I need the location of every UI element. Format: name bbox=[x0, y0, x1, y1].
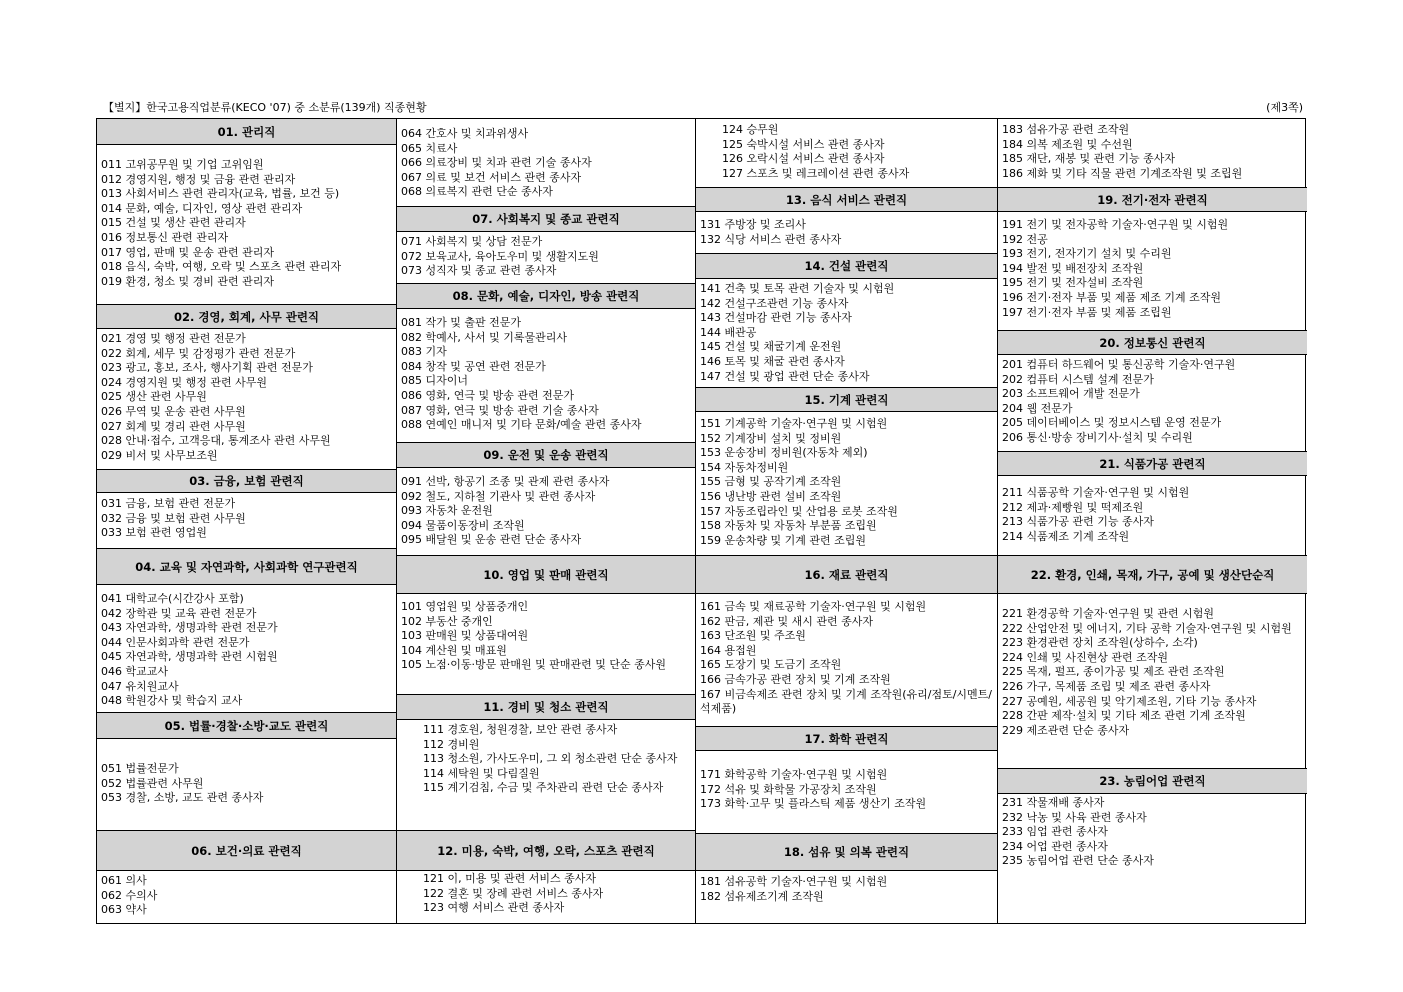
category-body bbox=[696, 871, 997, 925]
occupation-item: 146 토목 및 채굴 관련 종사자 bbox=[700, 355, 845, 368]
occupation-item: 066 의료장비 및 치과 관련 기술 종사자 bbox=[401, 156, 592, 170]
category-header: 11. 경비 및 청소 관련직 bbox=[397, 694, 695, 720]
occupation-item: 232 낙농 및 사육 관련 종사자 bbox=[1002, 810, 1147, 824]
category-header: 01. 관리직 bbox=[97, 119, 396, 145]
category-body bbox=[97, 493, 396, 548]
occupation-item: 095 배달원 및 운송 관련 단순 종사자 bbox=[401, 533, 582, 547]
category-body bbox=[97, 871, 396, 925]
occupation-item: 221 환경공학 기술자·연구원 및 관련 시험원 bbox=[1002, 607, 1214, 620]
category-body bbox=[97, 585, 396, 712]
occupation-item: 229 제조관련 단순 종사자 bbox=[1002, 723, 1130, 737]
occupation-item: 205 데이터베이스 및 정보시스템 운영 전문가 bbox=[1002, 416, 1222, 430]
occupation-item: 191 전기 및 전자공학 기술자·연구원 및 시험원 bbox=[1002, 218, 1229, 231]
category-body bbox=[397, 309, 695, 442]
occupation-item: 224 인쇄 및 사진현상 관련 조작원 bbox=[1002, 650, 1168, 664]
occupation-item: 225 목재, 펄프, 종이가공 및 제조 관련 조작원 bbox=[1002, 665, 1225, 679]
occupation-item: 202 컴퓨터 시스템 설계 전문가 bbox=[1002, 372, 1154, 386]
occupation-table bbox=[96, 118, 1306, 924]
category-body bbox=[998, 794, 1307, 925]
occupation-item: 142 건설구조관련 기능 종사자 bbox=[700, 296, 849, 310]
occupation-item: 021 경영 및 행정 관련 전문가 bbox=[101, 332, 246, 345]
occupation-item: 196 전기·전자 부품 및 제품 제조 기계 조작원 bbox=[1002, 291, 1221, 304]
occupation-item: 195 전기 및 전자설비 조작원 bbox=[1002, 276, 1144, 290]
occupation-item: 162 판금, 제관 및 새시 관련 종사자 bbox=[700, 614, 873, 628]
occupation-item: 171 화학공학 기술자·연구원 및 시험원 bbox=[700, 768, 888, 781]
category-header: 18. 섬유 및 의복 관련직 bbox=[696, 833, 997, 871]
category-header: 08. 문화, 예술, 디자인, 방송 관련직 bbox=[397, 283, 695, 309]
category-body bbox=[397, 594, 695, 694]
occupation-item: 114 세탁원 및 다림질원 bbox=[423, 766, 540, 780]
occupation-item: 233 임업 관련 종사자 bbox=[1002, 825, 1108, 839]
occupation-item: 231 작물재배 종사자 bbox=[1002, 796, 1105, 809]
category-header: 23. 농림어업 관련직 bbox=[998, 768, 1307, 794]
occupation-item: 211 식품공학 기술자·연구원 및 시험원 bbox=[1002, 486, 1190, 499]
occupation-item: 087 영화, 연극 및 방송 관련 기술 종사자 bbox=[401, 403, 599, 417]
document-title: 【별지】한국고용직업분류(KECO '07) 중 소분류(139개) 직종현황 bbox=[103, 101, 427, 114]
category-body bbox=[696, 119, 997, 187]
category-header: 22. 환경, 인쇄, 목재, 가구, 공예 및 생산단순직 bbox=[998, 555, 1307, 594]
occupation-item: 167 비금속제조 관련 장치 및 기계 조작원(유리/점토/시멘트/석제품) bbox=[700, 687, 992, 716]
category-body bbox=[397, 468, 695, 555]
category-header: 02. 경영, 회계, 사무 관련직 bbox=[97, 304, 396, 329]
occupation-item: 194 발전 및 배전장치 조작원 bbox=[1002, 261, 1144, 275]
table-column bbox=[998, 119, 1307, 923]
occupation-item: 222 산업안전 및 에너지, 기타 공학 기술자·연구원 및 시험원 bbox=[1002, 621, 1292, 635]
occupation-item: 053 경찰, 소방, 교도 관련 종사자 bbox=[101, 791, 264, 805]
occupation-item: 165 도장기 및 도금기 조작원 bbox=[700, 658, 842, 672]
occupation-item: 083 기자 bbox=[401, 345, 447, 359]
occupation-item: 073 성직자 및 종교 관련 종사자 bbox=[401, 264, 557, 278]
occupation-item: 223 환경관련 장치 조작원(상하수, 소각) bbox=[1002, 636, 1198, 650]
occupation-item: 115 계기검침, 수금 및 주차관리 관련 단순 종사자 bbox=[423, 781, 664, 795]
occupation-item: 203 소프트웨어 개발 전문가 bbox=[1002, 387, 1140, 401]
occupation-item: 113 청소원, 가사도우미, 그 외 청소관련 단순 종사자 bbox=[423, 752, 678, 766]
occupation-item: 172 석유 및 화학물 가공장치 조작원 bbox=[700, 782, 877, 796]
category-body bbox=[97, 329, 396, 469]
occupation-item: 016 정보통신 관련 관리자 bbox=[101, 231, 229, 244]
occupation-item: 094 물품이동장비 조작원 bbox=[401, 518, 525, 532]
occupation-item: 147 건설 및 광업 관련 단순 종사자 bbox=[700, 369, 870, 383]
occupation-item: 214 식품제조 기계 조작원 bbox=[1002, 529, 1130, 543]
category-body bbox=[397, 720, 695, 830]
occupation-item: 163 단조원 및 주조원 bbox=[700, 629, 806, 643]
occupation-item: 121 이, 미용 및 관련 서비스 종사자 bbox=[423, 872, 596, 885]
occupation-item: 062 수의사 bbox=[101, 888, 158, 902]
occupation-item: 235 농림어업 관련 단순 종사자 bbox=[1002, 854, 1154, 868]
occupation-item: 017 영업, 판매 및 운송 관련 관리자 bbox=[101, 245, 274, 259]
occupation-item: 061 의사 bbox=[101, 874, 147, 887]
occupation-item: 085 디자이너 bbox=[401, 374, 468, 388]
category-body bbox=[998, 119, 1307, 187]
occupation-item: 182 섬유제조기계 조작원 bbox=[700, 889, 824, 903]
occupation-item: 112 경비원 bbox=[423, 737, 480, 751]
occupation-item: 105 노점·이동·방문 판매원 및 판매관련 및 단순 종사원 bbox=[401, 658, 666, 672]
occupation-item: 018 음식, 숙박, 여행, 오락 및 스포츠 관련 관리자 bbox=[101, 260, 342, 274]
occupation-item: 127 스포츠 및 레크레이션 관련 종사자 bbox=[722, 166, 910, 180]
occupation-item: 091 선박, 항공기 조종 및 관제 관련 종사자 bbox=[401, 475, 610, 488]
occupation-item: 122 결혼 및 장례 관련 서비스 종사자 bbox=[423, 886, 604, 900]
occupation-item: 015 건설 및 생산 관련 관리자 bbox=[101, 216, 246, 230]
category-header: 12. 미용, 숙박, 여행, 오락, 스포츠 관련직 bbox=[397, 830, 695, 871]
occupation-item: 124 승무원 bbox=[722, 123, 779, 136]
occupation-item: 228 간판 제작·설치 및 기타 제조 관련 기계 조작원 bbox=[1002, 709, 1246, 723]
category-body bbox=[97, 739, 396, 830]
table-column bbox=[397, 119, 696, 923]
occupation-item: 088 연예인 매니저 및 기타 문화/예술 관련 종사자 bbox=[401, 418, 642, 432]
occupation-item: 082 학예사, 사서 및 기록물관리사 bbox=[401, 330, 567, 344]
category-body bbox=[397, 871, 695, 925]
occupation-item: 166 금속가공 관련 장치 및 기계 조작원 bbox=[700, 673, 891, 686]
category-header: 04. 교육 및 자연과학, 사회과학 연구관련직 bbox=[97, 548, 396, 585]
occupation-item: 212 제과·제빵원 및 떡제조원 bbox=[1002, 500, 1144, 514]
occupation-item: 184 의복 제조원 및 수선원 bbox=[1002, 137, 1133, 151]
category-body bbox=[998, 476, 1307, 555]
occupation-item: 023 광고, 홍보, 조사, 행사기획 관련 전문가 bbox=[101, 361, 313, 375]
occupation-item: 014 문화, 예술, 디자인, 영상 관련 관리자 bbox=[101, 201, 303, 215]
occupation-item: 068 의료복지 관련 단순 종사자 bbox=[401, 185, 553, 199]
occupation-item: 084 창작 및 공연 관련 전문가 bbox=[401, 359, 546, 373]
category-body bbox=[696, 212, 997, 253]
category-header: 03. 금융, 보험 관련직 bbox=[97, 469, 396, 493]
occupation-item: 132 식당 서비스 관련 종사자 bbox=[700, 232, 842, 246]
category-header: 16. 재료 관련직 bbox=[696, 555, 997, 594]
category-body bbox=[397, 232, 695, 283]
occupation-item: 204 웹 전문가 bbox=[1002, 401, 1073, 415]
table-column bbox=[97, 119, 397, 923]
category-header: 09. 운전 및 운송 관련직 bbox=[397, 442, 695, 468]
occupation-item: 071 사회복지 및 상담 전문가 bbox=[401, 235, 543, 248]
occupation-item: 063 약사 bbox=[101, 903, 147, 917]
occupation-item: 081 작가 및 출판 전문가 bbox=[401, 316, 521, 329]
occupation-item: 141 건축 및 토목 관련 기술자 및 시험원 bbox=[700, 282, 895, 295]
occupation-item: 157 자동조립라인 및 산업용 로봇 조작원 bbox=[700, 504, 898, 518]
category-header: 20. 정보통신 관련직 bbox=[998, 330, 1307, 355]
occupation-item: 042 장학관 및 교육 관련 전문가 bbox=[101, 606, 257, 620]
occupation-item: 144 배관공 bbox=[700, 325, 757, 339]
occupation-item: 193 전기, 전자기기 설치 및 수리원 bbox=[1002, 247, 1172, 261]
occupation-item: 031 금융, 보험 관련 전문가 bbox=[101, 497, 236, 510]
occupation-item: 101 영업원 및 상품중개인 bbox=[401, 600, 529, 613]
occupation-item: 072 보육교사, 육아도우미 및 생활지도원 bbox=[401, 249, 599, 263]
occupation-item: 022 회계, 세무 및 감정평가 관련 전문가 bbox=[101, 346, 296, 360]
occupation-item: 048 학원강사 및 학습지 교사 bbox=[101, 694, 243, 708]
document-header bbox=[103, 99, 1303, 115]
occupation-item: 011 고위공무원 및 기업 고위임원 bbox=[101, 158, 264, 171]
occupation-item: 234 어업 관련 종사자 bbox=[1002, 839, 1108, 853]
occupation-item: 125 숙박시설 서비스 관련 종사자 bbox=[722, 137, 885, 151]
occupation-item: 032 금융 및 보험 관련 사무원 bbox=[101, 511, 246, 525]
occupation-item: 026 무역 및 운송 관련 사무원 bbox=[101, 405, 246, 418]
occupation-item: 033 보험 관련 영업원 bbox=[101, 526, 207, 540]
category-header: 06. 보건·의료 관련직 bbox=[97, 830, 396, 871]
occupation-item: 226 가구, 목제품 조립 및 제조 관련 종사자 bbox=[1002, 680, 1211, 693]
occupation-item: 028 안내·접수, 고객응대, 통계조사 관련 사무원 bbox=[101, 434, 331, 448]
category-header: 05. 법률·경찰·소방·교도 관련직 bbox=[97, 712, 396, 739]
occupation-item: 158 자동차 및 자동차 부분품 조립원 bbox=[700, 519, 877, 533]
occupation-item: 154 자동차정비원 bbox=[700, 460, 789, 474]
occupation-item: 104 계산원 및 매표원 bbox=[401, 643, 507, 657]
occupation-item: 012 경영지원, 행정 및 금융 관련 관리자 bbox=[101, 172, 296, 186]
occupation-item: 161 금속 및 재료공학 기술자·연구원 및 시험원 bbox=[700, 600, 927, 613]
occupation-item: 086 영화, 연극 및 방송 관련 전문가 bbox=[401, 389, 574, 402]
occupation-item: 067 의료 및 보건 서비스 관련 종사자 bbox=[401, 170, 582, 184]
occupation-item: 024 경영지원 및 행정 관련 사무원 bbox=[101, 375, 267, 389]
category-header: 21. 식품가공 관련직 bbox=[998, 451, 1307, 476]
occupation-item: 143 건설마감 관련 기능 종사자 bbox=[700, 311, 852, 325]
occupation-item: 047 유치원교사 bbox=[101, 679, 179, 693]
occupation-item: 152 기계장비 설치 및 정비원 bbox=[700, 431, 842, 445]
occupation-item: 173 화학·고무 및 플라스틱 제품 생산기 조작원 bbox=[700, 797, 927, 811]
occupation-item: 103 판매원 및 상품대여원 bbox=[401, 629, 529, 643]
occupation-item: 201 컴퓨터 하드웨어 및 통신공학 기술자·연구원 bbox=[1002, 358, 1236, 371]
occupation-item: 065 치료사 bbox=[401, 141, 458, 155]
occupation-item: 052 법률관련 사무원 bbox=[101, 776, 204, 790]
occupation-item: 111 경호원, 청원경찰, 보안 관련 종사자 bbox=[423, 723, 618, 736]
page-number: (제3쪽) bbox=[1266, 101, 1303, 114]
occupation-item: 156 냉난방 관련 설비 조작원 bbox=[700, 490, 842, 503]
occupation-item: 185 재단, 재봉 및 관련 기능 종사자 bbox=[1002, 152, 1175, 166]
category-body bbox=[696, 594, 997, 726]
occupation-item: 164 용접원 bbox=[700, 643, 757, 657]
occupation-item: 093 자동차 운전원 bbox=[401, 504, 493, 518]
category-body bbox=[696, 412, 997, 555]
occupation-item: 092 철도, 지하철 기관사 및 관련 종사자 bbox=[401, 489, 596, 503]
occupation-item: 019 환경, 청소 및 경비 관련 관리자 bbox=[101, 274, 274, 288]
occupation-item: 186 제화 및 기타 직물 관련 기계조작원 및 조립원 bbox=[1002, 166, 1243, 180]
occupation-item: 064 간호사 및 치과위생사 bbox=[401, 127, 529, 140]
occupation-item: 041 대학교수(시간강사 포함) bbox=[101, 592, 244, 605]
occupation-item: 181 섬유공학 기술자·연구원 및 시험원 bbox=[700, 875, 888, 888]
occupation-item: 123 여행 서비스 관련 종사자 bbox=[423, 901, 565, 915]
category-header: 10. 영업 및 판매 관련직 bbox=[397, 555, 695, 594]
occupation-item: 151 기계공학 기술자·연구원 및 시험원 bbox=[700, 417, 888, 430]
category-body bbox=[97, 145, 396, 304]
category-body bbox=[998, 594, 1307, 768]
occupation-item: 027 회계 및 경리 관련 사무원 bbox=[101, 419, 246, 433]
category-body bbox=[998, 212, 1307, 330]
occupation-item: 045 자연과학, 생명과학 관련 시험원 bbox=[101, 650, 278, 664]
occupation-item: 197 전기·전자 부품 및 제품 조립원 bbox=[1002, 305, 1172, 319]
occupation-item: 013 사회서비스 관련 관리자(교육, 법률, 보건 등) bbox=[101, 187, 340, 201]
occupation-item: 192 전공 bbox=[1002, 232, 1048, 246]
occupation-item: 213 식품가공 관련 기능 종사자 bbox=[1002, 515, 1154, 529]
occupation-item: 044 인문사회과학 관련 전문가 bbox=[101, 635, 250, 649]
category-header: 19. 전기·전자 관련직 bbox=[998, 187, 1307, 212]
occupation-item: 131 주방장 및 조리사 bbox=[700, 218, 806, 231]
category-body bbox=[397, 119, 695, 206]
occupation-item: 159 운송차량 및 기계 관련 조립원 bbox=[700, 533, 866, 547]
occupation-item: 029 비서 및 사무보조원 bbox=[101, 448, 218, 462]
occupation-item: 155 금형 및 공작기계 조작원 bbox=[700, 475, 842, 489]
table-column bbox=[696, 119, 998, 923]
occupation-item: 051 법률전문가 bbox=[101, 762, 179, 775]
category-body bbox=[696, 751, 997, 833]
occupation-item: 043 자연과학, 생명과학 관련 전문가 bbox=[101, 621, 278, 635]
category-header: 14. 건설 관련직 bbox=[696, 253, 997, 279]
category-body bbox=[696, 279, 997, 387]
occupation-item: 227 공예원, 세공원 및 악기제조원, 기타 기능 종사자 bbox=[1002, 694, 1257, 708]
category-body bbox=[998, 355, 1307, 451]
occupation-item: 145 건설 및 채굴기계 운전원 bbox=[700, 340, 842, 354]
occupation-item: 046 학교교사 bbox=[101, 665, 168, 678]
occupation-item: 153 운송장비 정비원(자동차 제외) bbox=[700, 446, 868, 460]
category-header: 17. 화학 관련직 bbox=[696, 726, 997, 751]
occupation-item: 206 통신·방송 장비기사·설치 및 수리원 bbox=[1002, 431, 1193, 444]
category-header: 07. 사회복지 및 종교 관련직 bbox=[397, 206, 695, 232]
occupation-item: 126 오락시설 서비스 관련 종사자 bbox=[722, 152, 885, 166]
category-header: 15. 기계 관련직 bbox=[696, 387, 997, 412]
occupation-item: 102 부동산 중개인 bbox=[401, 614, 493, 628]
occupation-item: 025 생산 관련 사무원 bbox=[101, 390, 207, 404]
category-header: 13. 음식 서비스 관련직 bbox=[696, 187, 997, 212]
occupation-item: 183 섬유가공 관련 조작원 bbox=[1002, 123, 1130, 136]
